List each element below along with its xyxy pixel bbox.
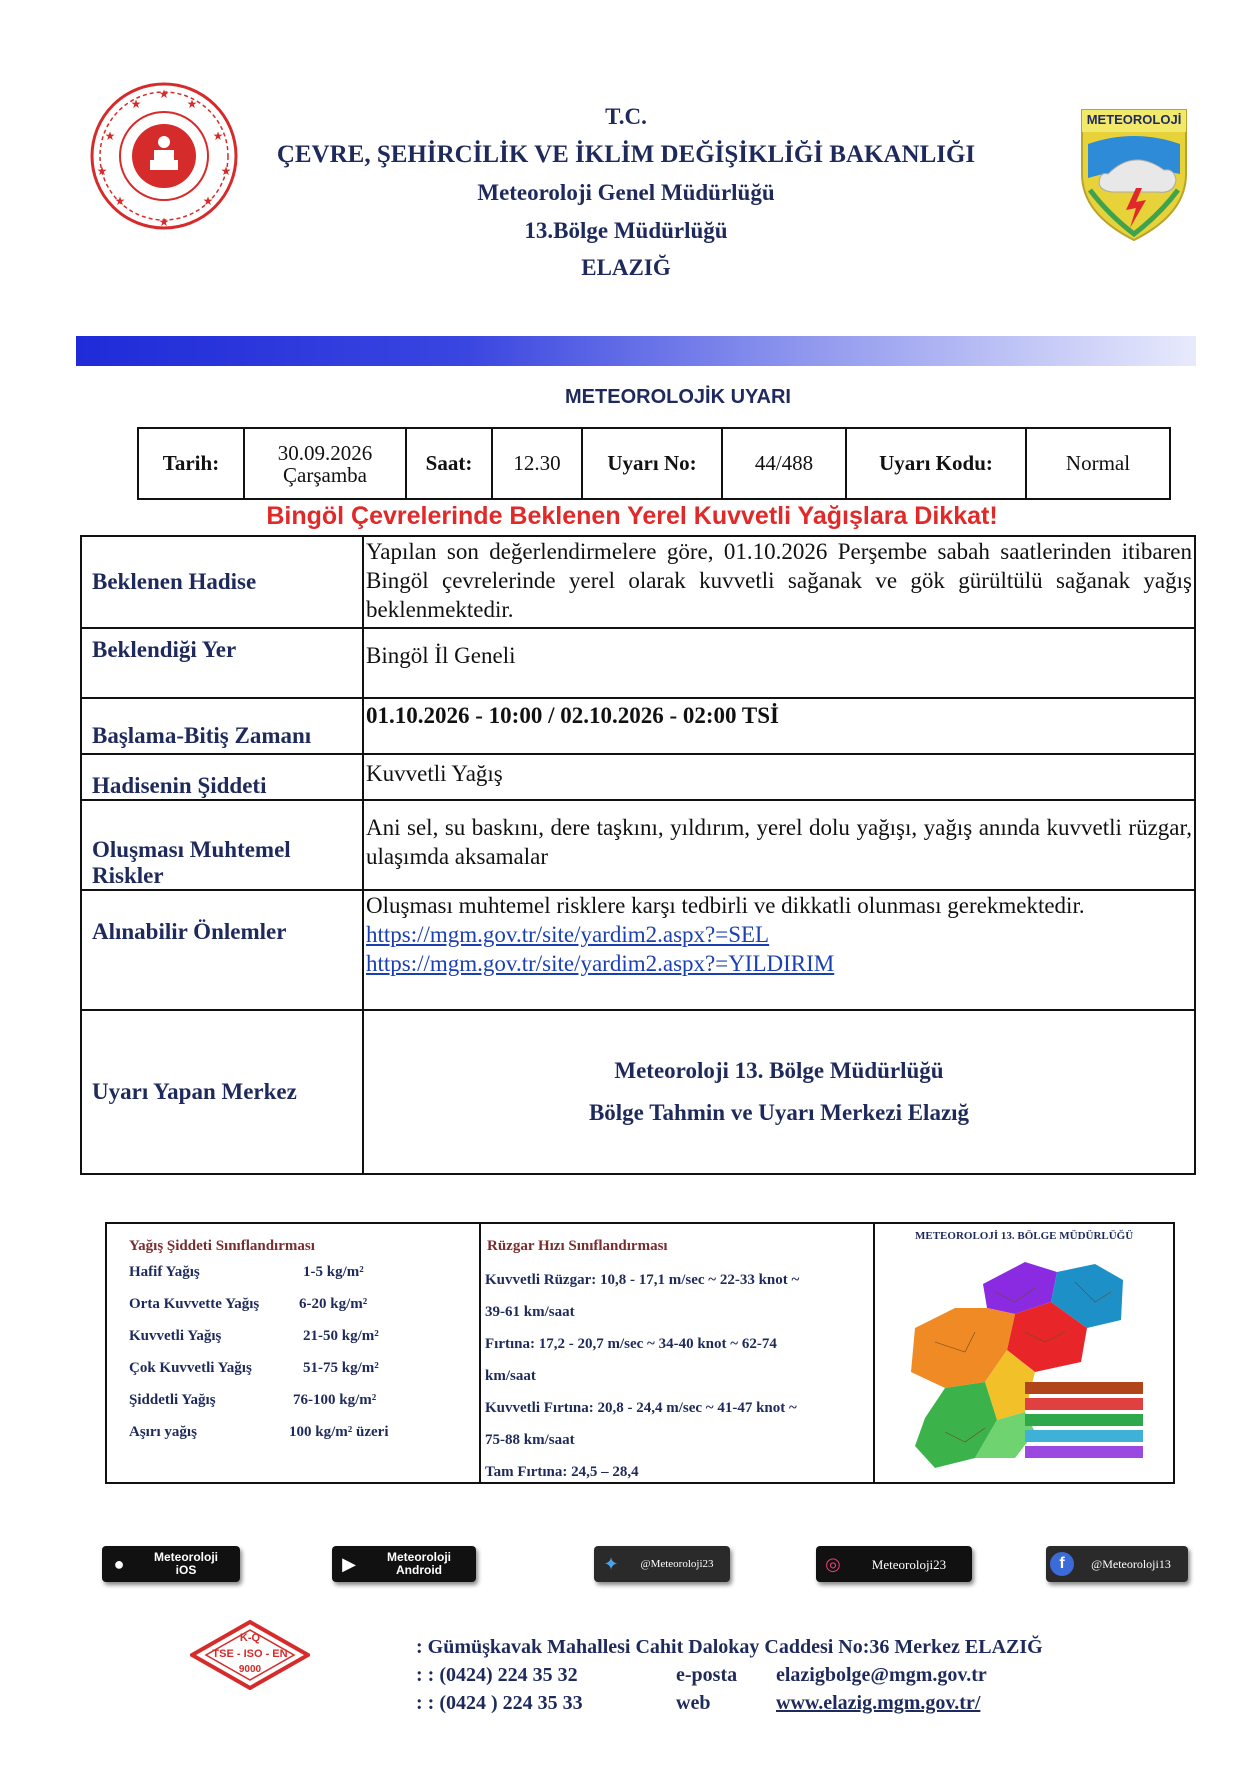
svg-text:★: ★ [212,129,224,143]
tse-line3: 9000 [238,1664,262,1675]
document-title: METEOROLOJİK UYARI [565,386,791,408]
twitter-badge[interactable] [594,1546,730,1582]
header-gradient-bar [76,336,1196,366]
issuing-center-line1: Meteoroloji 13. Bölge Müdürlüğü [614,1058,944,1083]
lightning-info-link[interactable]: https://mgm.gov.tr/site/yardim2.aspx?=YILDIRIM [366,951,835,976]
wind-line: Tam Fırtına: 24,5 – 28,4 [485,1464,639,1480]
classification-box [105,1222,1175,1484]
svg-text:★: ★ [220,164,232,178]
rain-class-name: Aşırı yağış [129,1424,197,1440]
date-label: Tarih: [138,428,244,499]
rain-classification-title: Yağış Şiddeti Sınıflandırması [129,1238,315,1254]
expected-event-value: Yapılan son değerlendirmelere göre, 01.10.2026 Perşembe sabah saatlerinden itibaren Bingöl çevrelerinde yerel olarak kuvvetli sağanak ve gök gürültülü sağanak yağış beklenmektedir. [363,536,1195,628]
wind-line: km/saat [485,1368,536,1384]
rain-class-value: 76-100 kg/m² [293,1392,377,1408]
svg-text:★: ★ [96,164,108,178]
warning-number-label: Uyarı No: [582,428,722,499]
svg-text:★: ★ [186,97,198,111]
expected-event-label: Beklenen Hadise [81,536,363,628]
tse-iso-certification-logo [190,1620,310,1690]
header-tc: T.C. [605,104,647,129]
rain-class-name: Şiddetli Yağış [129,1392,216,1408]
possible-risks-label: Oluşması Muhtemel Riskler [81,800,363,890]
regional-map [875,1224,1173,1482]
rain-classification [107,1224,481,1482]
measures-label: Alınabilir Önlemler [81,890,363,1010]
expected-place-label: Beklendiği Yer [81,628,363,698]
rain-class-value: 51-75 kg/m² [303,1360,379,1376]
apple-icon: ● [113,1553,125,1574]
twitter-bird-icon: ✦ [603,1553,619,1574]
facebook-badge[interactable] [1046,1546,1188,1582]
android-badge-line2: Android [396,1563,442,1577]
wind-line: Kuvvetli Fırtına: 20,8 - 24,4 m/sec ~ 41-47 knot ~ [485,1400,797,1416]
svg-text:★: ★ [158,215,170,229]
footer-fax: : : (0424 ) 224 35 33 [416,1692,583,1714]
ios-badge-line1: Meteoroloji [153,1550,218,1564]
footer-email-label: e-posta [676,1664,738,1686]
svg-text:★: ★ [104,129,116,143]
header-ministry: ÇEVRE, ŞEHİRCİLİK VE İKLİM DEĞİŞİKLİĞİ BAKANLIĞI [276,141,976,168]
android-app-badge[interactable] [332,1546,476,1582]
ios-badge-line2: iOS [175,1563,197,1577]
footer-web-label: web [676,1692,711,1714]
flood-info-link[interactable]: https://mgm.gov.tr/site/yardim2.aspx?=SEL [366,922,770,947]
severity-label: Hadisenin Şiddeti [81,754,363,800]
header-city: ELAZIĞ [581,255,671,280]
rain-class-name: Hafif Yağış [129,1264,200,1280]
meteorology-logo [1078,104,1190,244]
warning-info-table [137,427,1171,500]
issuing-center-cell [363,1010,1195,1174]
measures-cell [363,890,1195,1010]
issuing-center-line2: Bölge Tahmin ve Uyarı Merkezi Elazığ [588,1100,970,1125]
svg-text:★: ★ [114,194,126,208]
footer-phone: : : (0424) 224 35 32 [416,1664,578,1686]
rain-class-value: 100 kg/m² üzeri [289,1424,389,1440]
warning-headline: Bingöl Çevrelerinde Beklenen Yerel Kuvvetli Yağışlara Dikkat! [266,502,998,530]
svg-text:★: ★ [158,87,170,101]
start-end-time-label: Başlama-Bitiş Zamanı [81,698,363,754]
instagram-handle: Meteoroloji23 [871,1556,947,1572]
warning-code-value: Normal [1026,428,1170,499]
rain-class-value: 1-5 kg/m² [303,1264,364,1280]
date-value: 30.09.2026 [277,440,373,465]
rain-class-name: Kuvvetli Yağış [129,1328,222,1344]
wind-line: Fırtına: 17,2 - 20,7 m/sec ~ 34-40 knot ~ 62-74 [485,1336,777,1352]
android-badge-line1: Meteoroloji [386,1550,451,1564]
rain-class-value: 21-50 kg/m² [303,1328,379,1344]
footer-address: : Gümüşkavak Mahallesi Cahit Dalokay Caddesi No:36 Merkez ELAZIĞ [416,1636,1043,1658]
wind-line: Kuvvetli Rüzgar: 10,8 - 17,1 m/sec ~ 22-33 knot ~ [485,1272,800,1288]
warning-code-label: Uyarı Kodu: [846,428,1026,499]
ios-app-badge[interactable] [102,1546,240,1582]
warning-details-table [80,535,1196,1175]
time-label: Saat: [406,428,492,499]
tse-line1: K-Q [239,1632,261,1644]
rain-class-name: Çok Kuvvetli Yağış [129,1360,252,1376]
severity-value: Kuvvetli Yağış [363,754,1195,800]
measures-value: Oluşması muhtemel risklere karşı tedbirli ve dikkatli olunması gerekmektedir. [366,893,1085,918]
issuing-center-label: Uyarı Yapan Merkez [81,1010,363,1174]
wind-line: 39-61 km/saat [485,1304,575,1320]
rain-class-value: 6-20 kg/m² [299,1296,368,1312]
warning-number-value: 44/488 [722,428,846,499]
wind-line: 75-88 km/saat [485,1432,575,1448]
regional-map-title: METEOROLOJİ 13. BÖLGE MÜDÜRLÜĞÜ [915,1230,1134,1242]
header-regional-directorate: 13.Bölge Müdürlüğü [524,218,728,243]
regional-map-image [875,1232,1173,1482]
twitter-handle: @Meteoroloji23 [640,1557,714,1570]
instagram-icon: ◎ [825,1553,841,1574]
facebook-handle: @Meteoroloji13 [1091,1556,1171,1571]
facebook-icon: f [1050,1552,1074,1576]
start-end-time-value: 01.10.2026 - 10:00 / 02.10.2026 - 02:00 TSİ [363,698,1195,754]
svg-text:★: ★ [202,194,214,208]
wind-classification [481,1224,875,1482]
date-cell [244,428,406,499]
footer-website-link[interactable]: www.elazig.mgm.gov.tr/ [776,1692,981,1714]
time-value: 12.30 [492,428,582,499]
footer-email[interactable]: elazigbolge@mgm.gov.tr [776,1664,987,1686]
meteorology-logo-text: METEOROLOJİ [1086,112,1182,127]
rain-class-name: Orta Kuvvette Yağış [129,1296,260,1312]
possible-risks-value: Ani sel, su baskını, dere taşkını, yıldırım, yerel dolu yağışı, yağış anında kuvvetli rüzgar, ulaşımda aksamalar [363,800,1195,890]
day-value: Çarşamba [283,462,367,487]
wind-classification-title: Rüzgar Hızı Sınıflandırması [487,1238,668,1254]
svg-text:★: ★ [130,97,142,111]
expected-place-value: Bingöl İl Geneli [363,628,1195,698]
header-general-directorate: Meteoroloji Genel Müdürlüğü [477,180,775,205]
play-store-icon: ▶ [342,1553,356,1574]
tse-line2: TSE - ISO - EN [212,1648,288,1660]
instagram-badge[interactable] [816,1546,972,1582]
